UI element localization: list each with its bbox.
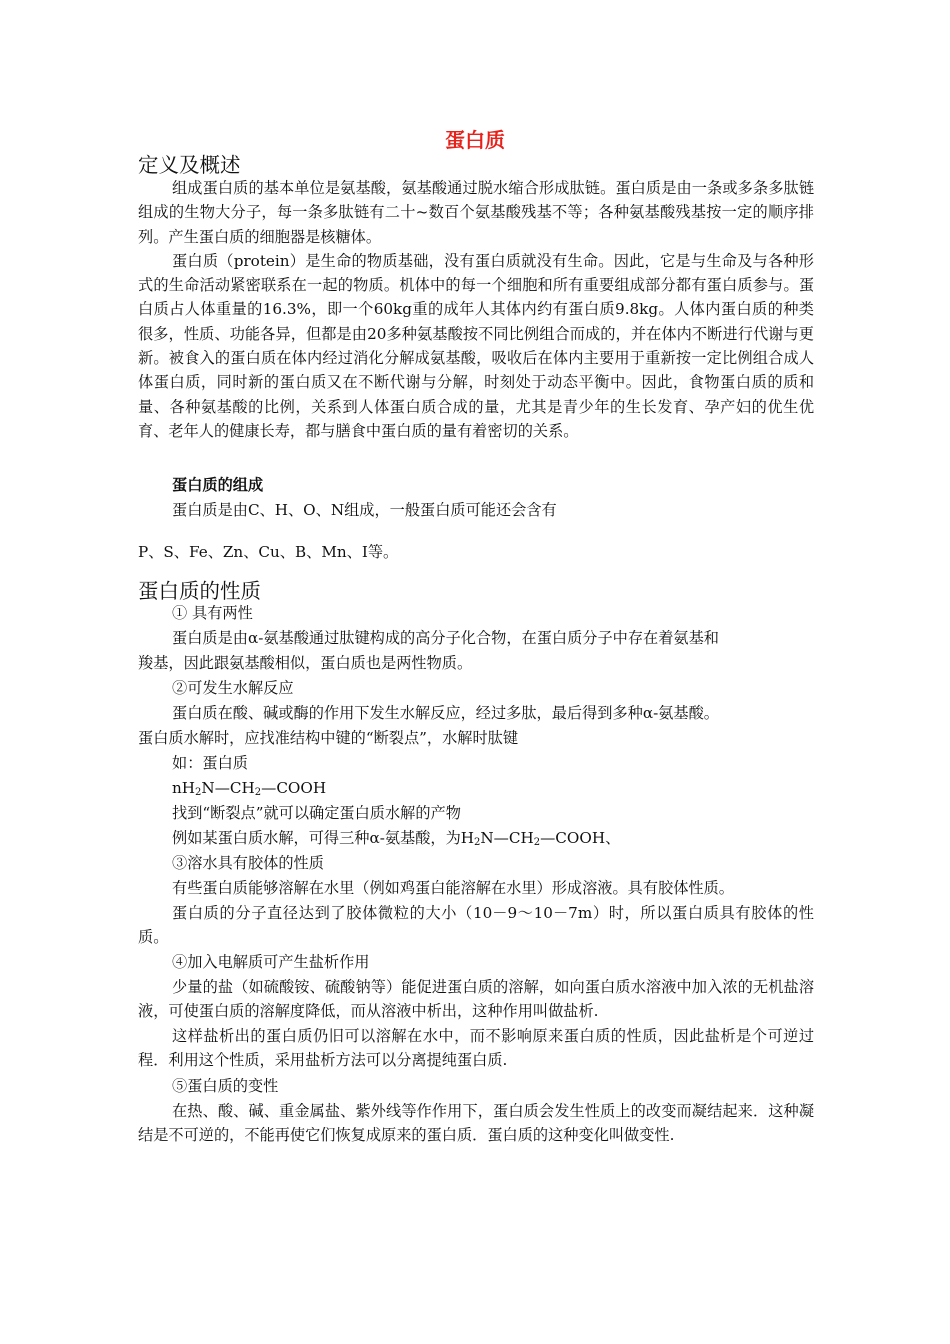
formula-part: —COOH、 [540,829,621,847]
paragraph: 蛋白质的分子直径达到了胶体微粒的大小（10－9～10－7m）时，所以蛋白质具有胶体的性质。 [138,904,814,947]
paragraph: 蛋白质是由α-氨基酸通过肽键构成的高分子化合物，在蛋白质分子中存在着氨基和 [172,629,719,647]
formula-part: nH [172,779,196,797]
formula-part: —COOH [261,779,327,797]
subheading-composition: 蛋白质的组成 [172,476,264,494]
paragraph: 这样盐析出的蛋白质仍旧可以溶解在水中，而不影响原来蛋白质的性质，因此盐析是个可逆过程．利用这个性质，采用盐析方法可以分离提纯蛋白质. [138,1026,814,1069]
paragraph: 如：蛋白质 [172,754,248,772]
formula-subscript: 2 [474,837,481,848]
paragraph: 羧基，因此跟氨基酸相似，蛋白质也是两性物质。 [138,654,473,672]
list-item: ③溶水具有胶体的性质 [172,854,324,872]
paragraph: P、S、Fe、Zn、Cu、B、Mn、I等。 [138,543,399,561]
formula-part: N—CH [480,829,534,847]
paragraph: 蛋白质水解时，应找准结构中键的“断裂点”，水解时肽键 [138,729,519,747]
list-item: ④加入电解质可产生盐析作用 [172,953,370,971]
formula-subscript: 2 [195,787,202,798]
properties-body-3 [138,1099,814,1148]
paragraph: 有些蛋白质能够溶解在水里（例如鸡蛋白能溶解在水里）形成溶液。具有胶体性质。 [172,879,734,897]
properties-body-2 [138,975,814,1072]
section-heading-properties: 蛋白质的性质 [138,579,261,603]
paragraph [138,826,620,850]
text-part: 例如某蛋白质水解，可得三种α-氨基酸，为H [172,829,475,847]
paragraph: 蛋白质（protein）是生命的物质基础，没有蛋白质就没有生命。因此，它是与生命及与各种形式的生命活动紧密联系在一起的物质。机体中的每一个细胞和所有重要组成部分都有蛋白质参与。蛋白质占人体重量的16.3%，即一个60kg重的成年人其体内约有蛋白质9.8kg。人体内蛋白质的种类很多，性质、功能各异，但都是由20多种氨基酸按不同比例组合而成的，并在体内不断进行代谢与更新。被食入的蛋白质在体内经过消化分解成氨基酸，吸收后在体内主要用于重新按一定比例组合成人体蛋白质，同时新的蛋白质又在不断代谢与分解，时刻处于动态平衡中。因此，食物蛋白质的质和量、各种氨基酸的比例，关系到人体蛋白质合成的量，尤其是青少年的生长发育、孕产妇的优生优育、老年人的健康长寿，都与膳食中蛋白质的量有着密切的关系。 [138,251,814,440]
list-item: ②可发生水解反应 [172,679,294,697]
formula [138,776,326,800]
list-item: ① 具有两性 [172,604,253,622]
paragraph: 在热、酸、碱、重金属盐、紫外线等作作用下，蛋白质会发生性质上的改变而凝结起来．这种凝结是不可逆的，不能再使它们恢复成原来的蛋白质．蛋白质的这种变化叫做变性. [138,1102,814,1145]
paragraph: 蛋白质在酸、碱或酶的作用下发生水解反应，经过多肽，最后得到多种α-氨基酸。 [172,704,719,722]
paragraph: 找到“断裂点”就可以确定蛋白质水解的产物 [172,804,461,822]
page-title: 蛋白质 [445,128,505,152]
formula-part: N—CH [201,779,255,797]
list-item: ⑤蛋白质的变性 [172,1077,279,1095]
section-heading-definition: 定义及概述 [138,153,241,177]
paragraph: 少量的盐（如硫酸铵、硫酸钠等）能促进蛋白质的溶解，如向蛋白质水溶液中加入浓的无机盐溶液，可使蛋白质的溶解度降低，而从溶液中析出，这种作用叫做盐析. [138,978,814,1021]
definition-body [138,176,814,443]
properties-body-1 [138,901,814,950]
formula-subscript: 2 [533,837,541,848]
paragraph: 蛋白质是由C、H、O、N组成，一般蛋白质可能还会含有 [172,501,557,519]
formula-subscript: 2 [254,787,262,798]
paragraph: 组成蛋白质的基本单位是氨基酸，氨基酸通过脱水缩合形成肽链。蛋白质是由一条或多条多肽链组成的生物大分子，每一条多肽链有二十~数百个氨基酸残基不等；各种氨基酸残基按一定的顺序排列。产生蛋白质的细胞器是核糖体。 [138,179,814,246]
